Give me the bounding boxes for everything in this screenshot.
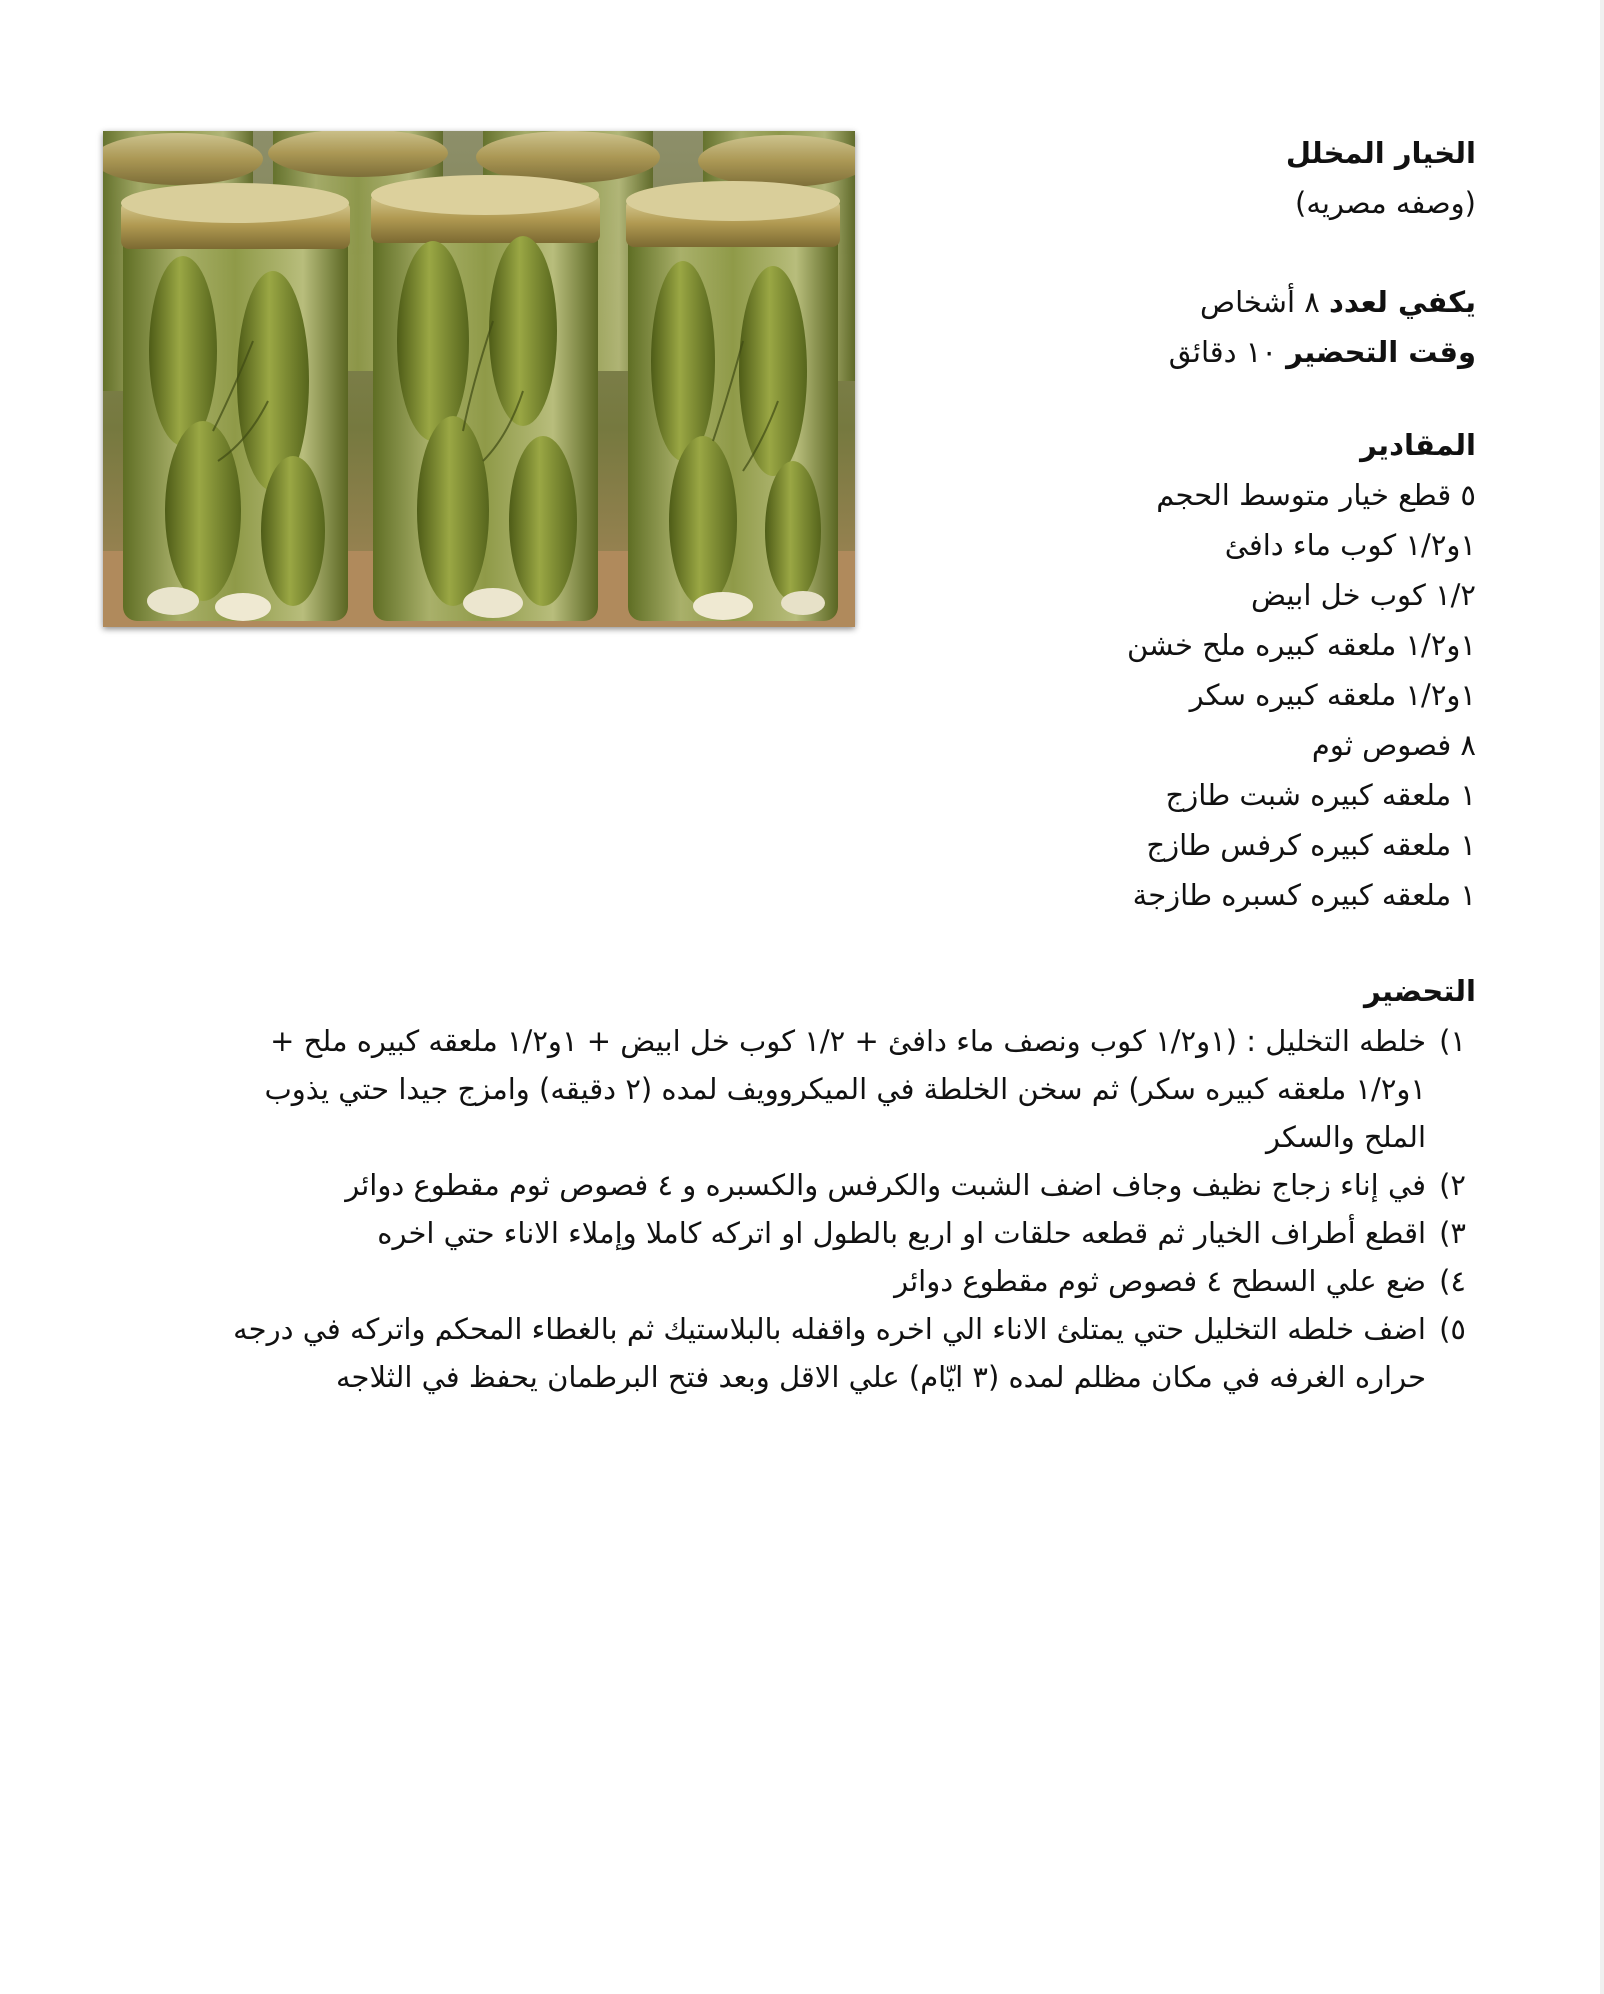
preparation-step: [166, 1305, 1476, 1401]
recipe-subtitle: (وصفه مصريه): [1295, 186, 1476, 220]
step-number: ١): [1439, 1024, 1466, 1058]
step-text: ضع علي السطح ٤ فصوص ثوم مقطوع دوائر: [894, 1264, 1426, 1298]
serves-line: [1169, 277, 1476, 327]
preparation-step: [166, 1209, 1476, 1257]
ingredient-item: ١و١/٢ ملعقه كبيره سكر: [1189, 678, 1476, 712]
step-number: ٥): [1439, 1312, 1466, 1346]
preparation-step: [166, 1017, 1476, 1161]
serves-label: يكفي لعدد: [1329, 285, 1476, 319]
prep-time-line: [1169, 327, 1476, 377]
pickle-jars-photo: [103, 131, 855, 627]
ingredient-item: ١ ملعقه كبيره شبت طازج: [1165, 778, 1476, 812]
ingredient-item: ١و١/٢ كوب ماء دافئ: [1224, 528, 1476, 562]
step-text: خلطه التخليل : (١و١/٢ كوب ونصف ماء دافئ + ١/٢ كوب خل ابيض + ١و١/٢ ملعقه كبيره ملح + ١و١/٢ ملعقه كبيره سكر) ثم سخن الخلطة في الميكروويف لمده (٢ دقيقه) وامزج جيدا حتي يذوب الملح والسكر: [264, 1024, 1426, 1154]
prep-time-label: وقت التحضير: [1286, 335, 1476, 369]
prep-time-value: ١٠ دقائق: [1168, 335, 1277, 369]
step-number: ٢): [1439, 1168, 1466, 1202]
preparation-section: [166, 965, 1476, 1401]
ingredient-item: ٥ قطع خيار متوسط الحجم: [1156, 478, 1476, 512]
ingredient-item: ١ ملعقه كبيره كسبره طازجة: [1132, 878, 1476, 912]
ingredients-section: [1127, 420, 1476, 920]
preparation-step: [166, 1161, 1476, 1209]
step-text: اقطع أطراف الخيار ثم قطعه حلقات او اربع بالطول او اتركه كاملا وإملاء الاناء حتي اخره: [377, 1216, 1426, 1250]
step-text: اضف خلطه التخليل حتي يمتلئ الاناء الي اخره واقفله بالبلاستيك ثم بالغطاء المحكم واتركه في درجه حراره الغرفه في مكان مظلم لمده (٣ ايّام) علي الاقل وبعد فتح البرطمان يحفظ في الثلاجه: [233, 1312, 1426, 1394]
preparation-steps: [166, 1017, 1476, 1401]
step-number: ٤): [1439, 1264, 1466, 1298]
serves-value: ٨ أشخاص: [1200, 285, 1320, 319]
ingredient-item: ١و١/٢ ملعقه كبيره ملح خشن: [1127, 628, 1476, 662]
recipe-title: الخيار المخلل: [1285, 136, 1476, 170]
recipe-meta: [1169, 277, 1476, 377]
ingredient-item: ٨ فصوص ثوم: [1311, 728, 1476, 762]
step-number: ٣): [1439, 1216, 1466, 1250]
preparation-step: [166, 1257, 1476, 1305]
preparation-heading: التحضير: [1363, 974, 1476, 1008]
step-text: في إناء زجاج نظيف وجاف اضف الشبت والكرفس والكسبره و ٤ فصوص ثوم مقطوع دوائر: [345, 1168, 1426, 1202]
pickle-jars-illustration: [103, 131, 855, 627]
ingredient-item: ١ ملعقه كبيره كرفس طازج: [1146, 828, 1476, 862]
ingredients-heading: المقادير: [1360, 428, 1476, 462]
page-edge: [1600, 0, 1604, 1994]
ingredient-item: ١/٢ كوب خل ابيض: [1251, 578, 1476, 612]
recipe-header: [1286, 128, 1476, 228]
